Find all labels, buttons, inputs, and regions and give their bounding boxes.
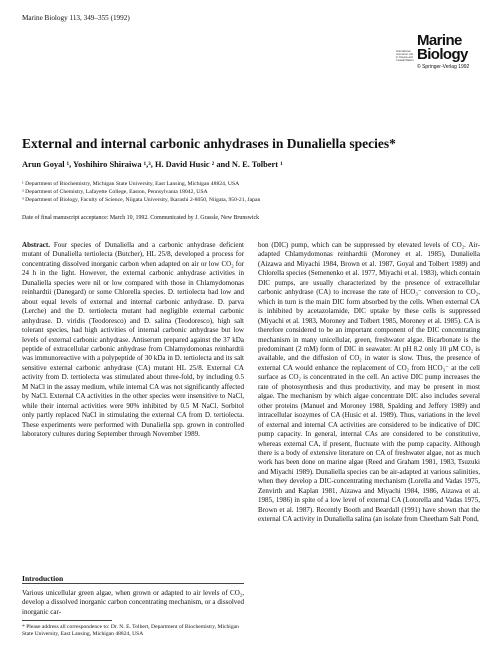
article-title: External and internal carbonic anhydrases in Dunaliella species* (22, 136, 396, 151)
journal-reference: Marine Biology 113, 349–355 (1992) (22, 14, 130, 22)
section-divider (22, 583, 244, 584)
right-column (258, 241, 480, 525)
acceptance-date-line: Date of final manuscript acceptance: March 10, 1992. Communicated by J. Grassle, New Brunswick (22, 215, 260, 221)
right-column-text: bon (DIC) pump, which can be suppressed by elevated levels of CO₂. Air-adapted Chlamydomonas reinhardtii (Moroney et al. 1985), Dunaliella (Aizawa and Miyachi 1984, Brown et al. 1987, Goyal and Tolbert 1989) and Chlorella species (Semenenko et al. 1977, Miyachi et al. 1983), which contain DIC pumps, are usually characterized by the presence of extracellular carbonic anhydrase (CA) to increase the rate of HCO₃⁻ conversion to CO₂, which in turn is the main DIC form absorbed by the cells. When external CA is inhibited by acetazolamide, DIC uptake by these cells is suppressed (Miyachi et al. 1983, Moroney and Tolbert 1985, Moroney et al. 1985). CA is therefore considered to be an important component of the DIC concentrating mechanism in many unicellular, green, freshwater algae. Bicarbonate is the predominant (2 mM) form of DIC in seawater. At pH 8.2 only 10 µM CO₂ is available, and the diffusion of CO₂ in water is slow. Thus, the presence of external CA would enhance the replacement of CO₂ from HCO₃⁻ at the cell surface as CO₂ is concentrated in the cell. An active DIC pump increases the rate of photosynthesis and thus productivity, and may be present in most algae. The mechanism by which algae concentrate DIC also includes several other proteins (Manuel and Moroney 1988, Spalding and Jeffery 1989) and intracellular isozymes of CA (Husic et al. 1989). Thus, variations in the level of external and internal CA activities are considered to be indicative of DIC pump capacity. In general, internal CAs are considered to be constitutive, whereas external CA, if present, fluctuate with the pump capacity. Although there is a body of extensive literature on CA of freshwater algae, not as much work has been done on marine algae (Reed and Graham 1981, 1983, Tsuzuki and Miyachi 1989). Dunaliella species can be air-adapted at various salinities, when they develop a DIC-concentrating mechanism (Lorella and Vadas 1975, Zenvirth and Kaplan 1981, Aizawa and Miyachi 1984, 1986, Aizawa et al. 1985, 1986) in spite of a low level of external CA (Lotorella and Vadas 1975, Brown et al. 1987). Recently Booth and Beardall (1991) have shown that the external CA activity in Dunaliella salina (an isolate from Cheetham Salt Pond, (258, 241, 480, 524)
journal-logo (396, 34, 486, 70)
logo-word-marine: Marine (417, 32, 462, 49)
affiliations (22, 180, 260, 204)
copyright-notice: © Springer-Verlag 1992 (417, 64, 470, 70)
abstract-text: Four species of Dunaliella and a carbonic anhydrase deficient mutant of Dunaliella tertiolecta (Butcher), HL 25/8, developed a process for concentrating dissolved inorganic carbon when adapted on air or low CO₂ for 24 h in the light. However, the external carbonic anhydrase activities in Dunaliella species were nil or low compared with those in Chlamydomonas reinhardtii (Danegard) or some Chlorella species. D. tertiolecta had low and about equal levels of external and internal carbonic anhydrase. D. parva (Lerche) and the D. tertiolecta mutant had negligible external carbonic anhydrase. D. viridis (Teodoresco) and D. salina (Teodoresco), high salt tolerant species, had high activities of internal carbonic anhydrase but low levels of external carbonic anhydrase. Antiserum prepared against the 37 kDa peptide of extracellular carbonic anhydrase from Chlamydomonas reinhardtii was immunoreactive with a polypeptide of 30 kDa in D. tertiolecta and its salt sensitive external carbonic anhydrase (CA) mutant HL 25/8. External CA activity from D. tertiolecta was stimulated about three-fold, by including 0.5 M NaCl in the assay medium, while internal CA was not significantly affected by NaCl. External CA activities in the other species were insensitive to NaCl, while their internal activities were 90% inhibited by 0.5 M NaCl. Sorbitol only partly replaced NaCl in stimulating the external CA from D. tertiolecta. These experiments were performed with Dunaliella spp. grown in controlled laboratory cultures during September through November 1989. (22, 241, 244, 439)
affiliation-2: ² Department of Chemistry, Lafayette College, Easton, Pennsylvania 18042, USA (22, 189, 208, 195)
footnote-divider (22, 620, 112, 621)
correspondence-footnote: * Please address all correspondence to: Dr. N. E. Tolbert, Department of Biochemistry, Michigan State University, East Lansing, Michigan 48824, USA (22, 624, 239, 638)
introduction-heading: Introduction (22, 574, 64, 583)
affiliation-1: ¹ Department of Biochemistry, Michigan State University, East Lansing, Michigan 48824, USA (22, 181, 240, 187)
author-list: Arun Goyal ¹, Yoshihiro Shiraiwa ¹,³, H. David Husic ² and N. E. Tolbert ¹ (22, 160, 283, 169)
abstract-label: Abstract. (22, 241, 50, 249)
logo-small-text: International Journal on Life in Oceans and Coastal Waters (396, 50, 414, 62)
abstract (22, 241, 244, 440)
logo-word-biology: Biology (417, 46, 468, 63)
affiliation-3: ³ Department of Biology, Faculty of Science, Niigata University, Ikarashi 2-8050, Niigata, 950-21, Japan (22, 197, 261, 203)
abstract-column (22, 241, 244, 440)
introduction-text: Various unicellular green algae, when grown or adapted to air levels of CO₂, develop a dissolved inorganic carbon concentrating mechanism, or a dissolved inorganic car- (22, 589, 244, 616)
